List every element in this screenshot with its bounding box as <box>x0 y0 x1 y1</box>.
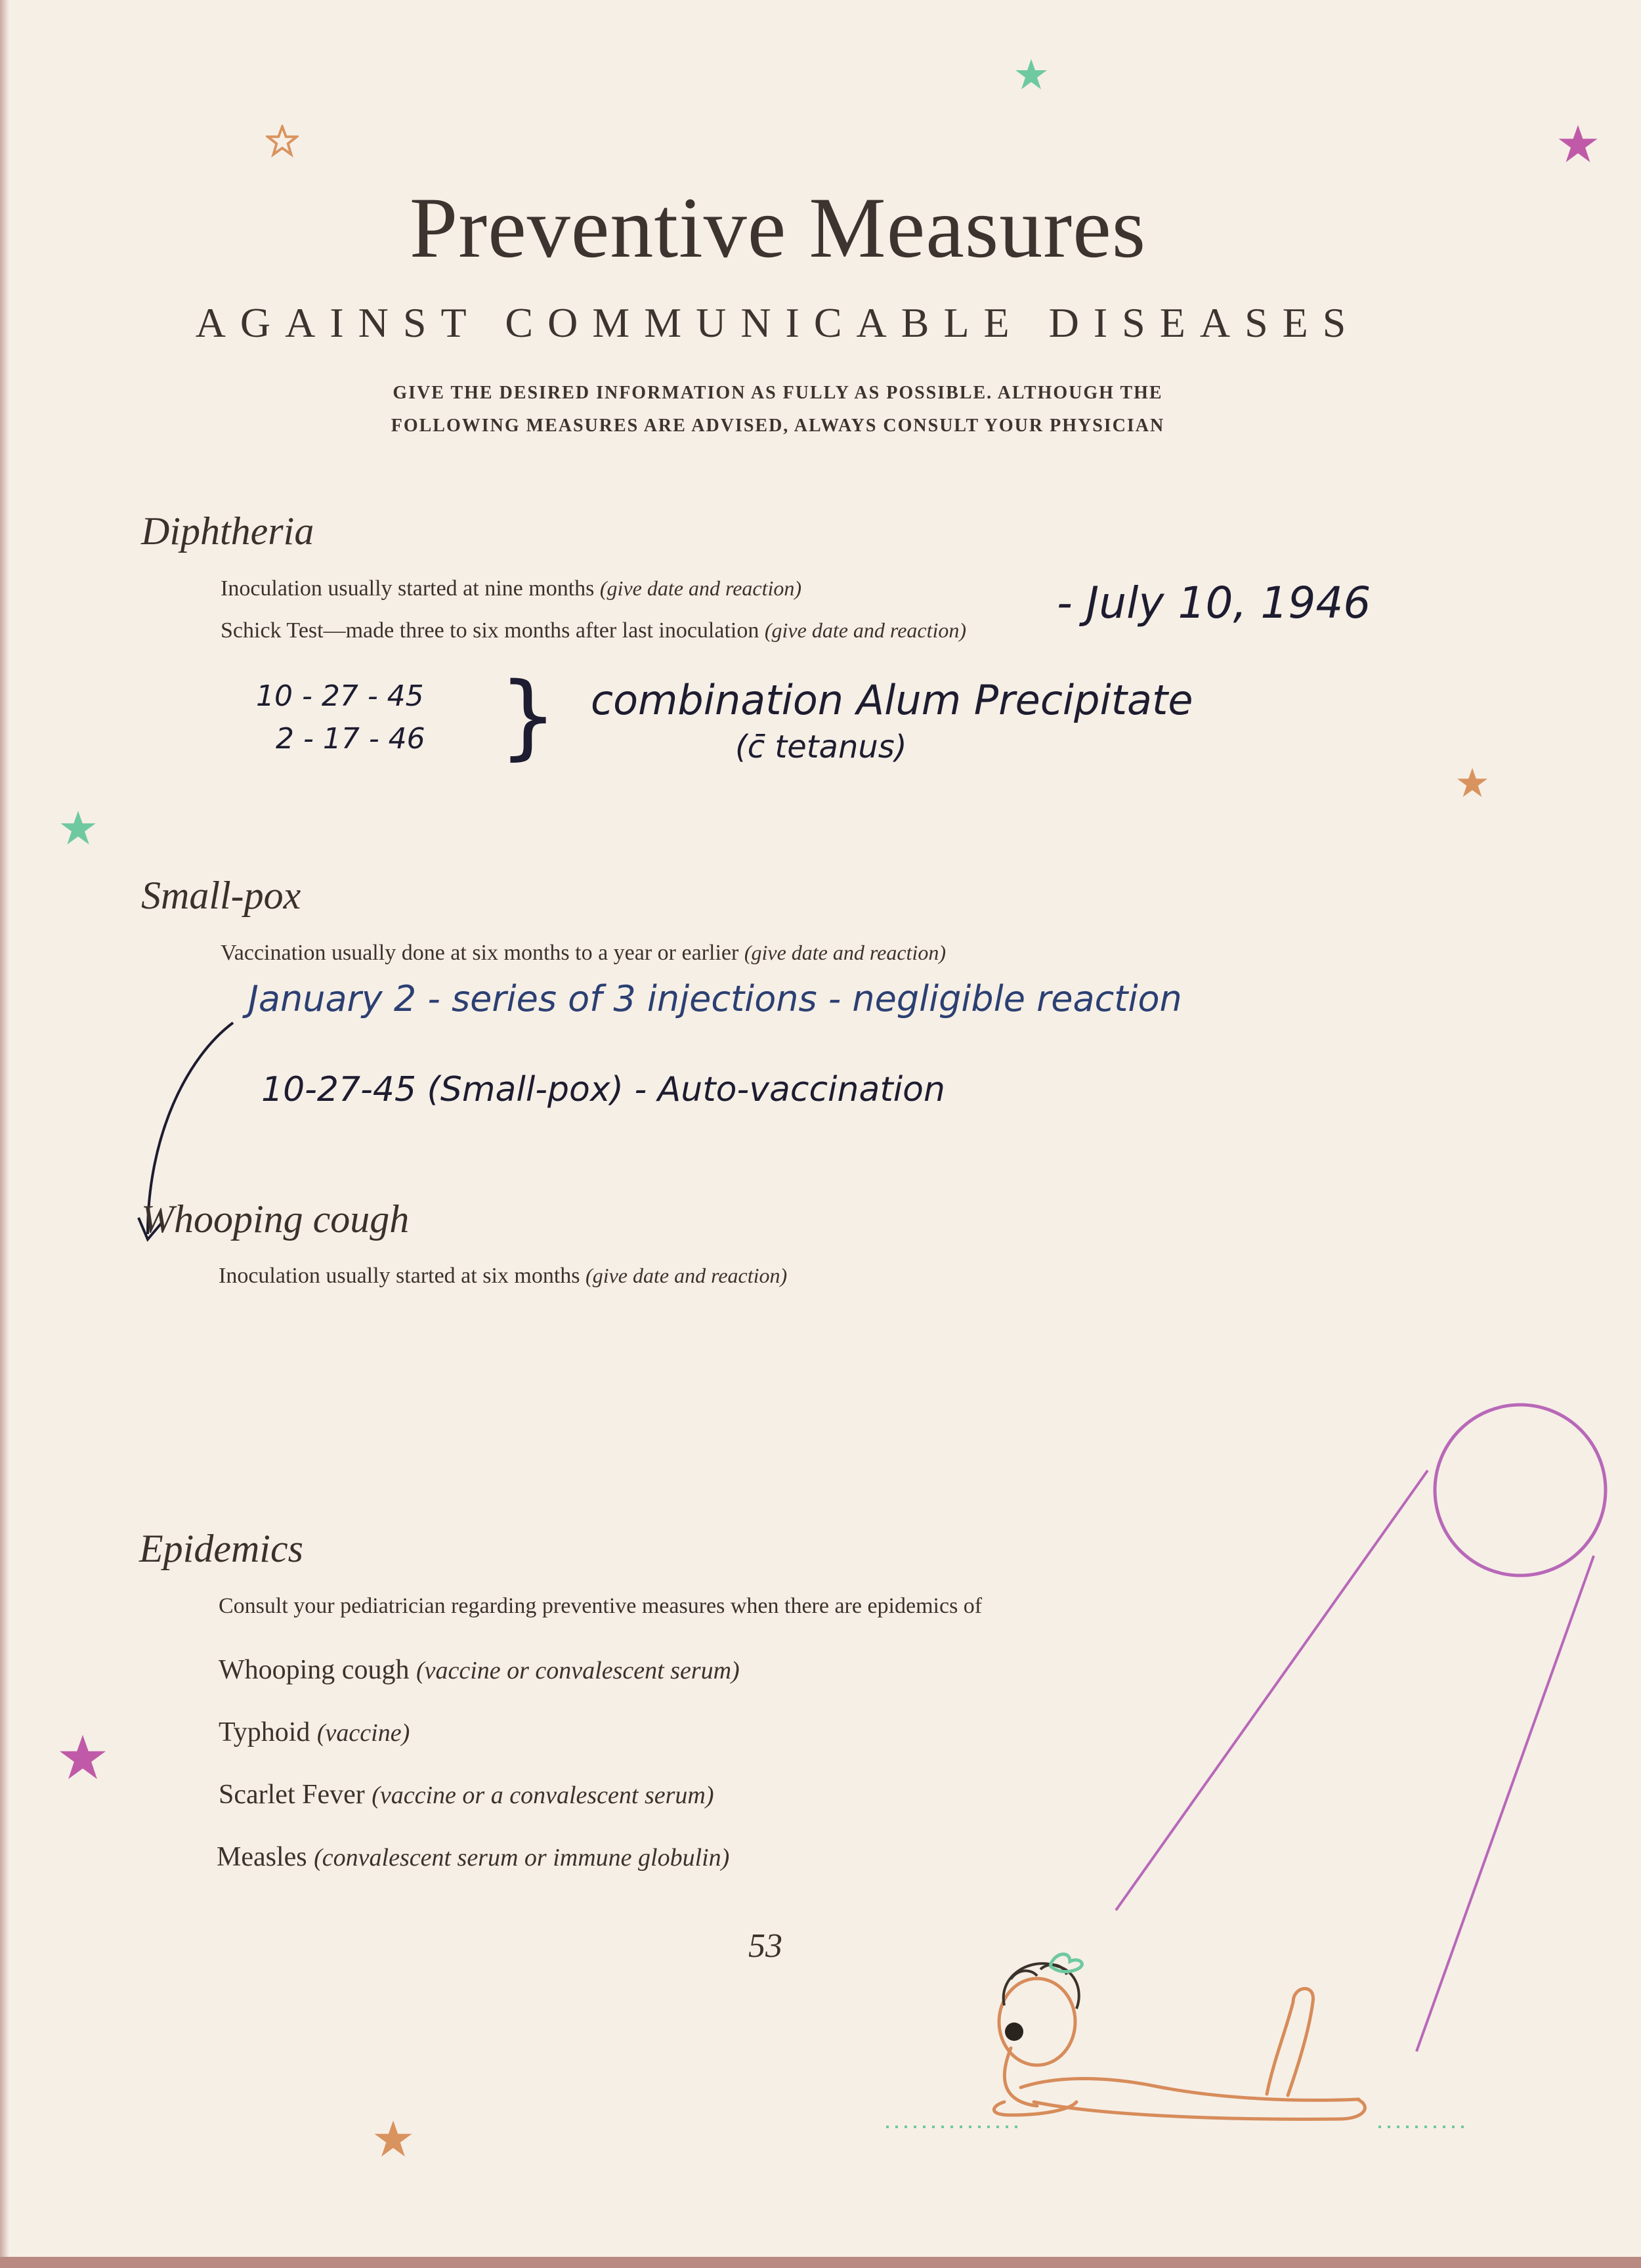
epidemic-item-name: Scarlet Fever <box>219 1780 365 1810</box>
epidemic-item-name: Whooping cough <box>219 1655 410 1685</box>
whooping-line-1-text: Inoculation usually started at six months <box>219 1264 580 1288</box>
diphtheria-line-2-hint: (give date and reaction) <box>764 618 967 642</box>
diphtheria-line-1-text: Inoculation usually started at nine months <box>221 576 595 601</box>
epidemics-intro: Consult your pediatrician regarding preventive measures when there are epidemics of <box>219 1594 983 1618</box>
whooping-line-1 <box>219 1264 787 1289</box>
instruction-line-2: FOLLOWING MEASURES ARE ADVISED, ALWAYS CONSULT YOUR PHYSICIAN <box>391 416 1165 436</box>
outline-star-icon <box>266 125 299 158</box>
orange-star-icon-bottom <box>373 2119 414 2160</box>
smallpox-line-1-text: Vaccination usually done at six months to a year or earlier <box>221 941 739 965</box>
handwritten-brace: } <box>499 663 558 770</box>
page-bottom-edge <box>0 2257 1641 2268</box>
green-star-icon-left <box>59 809 97 847</box>
handwritten-combination-note: combination Alum Precipitate <box>591 676 1193 724</box>
handwritten-schick-date: - July 10, 1946 <box>1057 578 1371 628</box>
page-title: Preventive Measures <box>409 179 1147 276</box>
epidemic-item-hint: (convalescent serum or immune globulin) <box>314 1844 730 1872</box>
magenta-star-icon <box>1557 123 1599 165</box>
diphtheria-line-1-hint: (give date and reaction) <box>599 576 802 600</box>
epidemic-item-name: Measles <box>217 1842 307 1872</box>
epidemic-item-whooping <box>219 1654 740 1686</box>
epidemic-item-measles <box>217 1841 729 1873</box>
smallpox-heading: Small-pox <box>141 874 301 917</box>
epidemics-heading: Epidemics <box>139 1527 303 1570</box>
epidemic-item-name: Typhoid <box>219 1717 310 1747</box>
whooping-line-1-hint: (give date and reaction) <box>586 1264 788 1287</box>
smallpox-line-1 <box>221 941 946 966</box>
page-subtitle: AGAINST COMMUNICABLE DISEASES <box>195 299 1361 346</box>
smallpox-line-1-hint: (give date and reaction) <box>744 941 946 964</box>
handwritten-date-2: 2 - 17 - 46 <box>276 722 425 756</box>
diphtheria-line-2-text: Schick Test—made three to six months after last inoculation <box>221 618 759 643</box>
baby-illustration-icon <box>880 1930 1483 2140</box>
epidemic-item-hint: (vaccine or a convalescent serum) <box>372 1782 714 1809</box>
page-number: 53 <box>748 1927 782 1965</box>
epidemic-item-scarlet-fever <box>219 1779 714 1810</box>
instruction-line-1: GIVE THE DESIRED INFORMATION AS FULLY AS POSSIBLE. ALTHOUGH THE <box>393 383 1163 403</box>
whooping-cough-heading: Whooping cough <box>141 1197 410 1241</box>
diphtheria-line-2 <box>221 618 966 643</box>
epidemic-item-hint: (vaccine or convalescent serum) <box>416 1657 740 1684</box>
diphtheria-line-1 <box>221 576 801 601</box>
handwritten-date-1: 10 - 27 - 45 <box>256 679 424 713</box>
orange-star-icon <box>1456 767 1489 800</box>
handwritten-smallpox-entry-1: January 2 - series of 3 injections - negligible reaction <box>248 978 1182 1019</box>
handwritten-smallpox-entry-2: 10-27-45 (Small-pox) - Auto-vaccination <box>261 1070 945 1109</box>
epidemic-item-hint: (vaccine) <box>316 1719 410 1747</box>
epidemic-item-typhoid <box>219 1717 410 1748</box>
magenta-star-icon-left <box>58 1733 108 1783</box>
green-star-icon <box>1014 58 1048 92</box>
diphtheria-heading: Diphtheria <box>141 509 314 553</box>
handwritten-tetanus-note: (c̄ tetanus) <box>735 729 907 765</box>
